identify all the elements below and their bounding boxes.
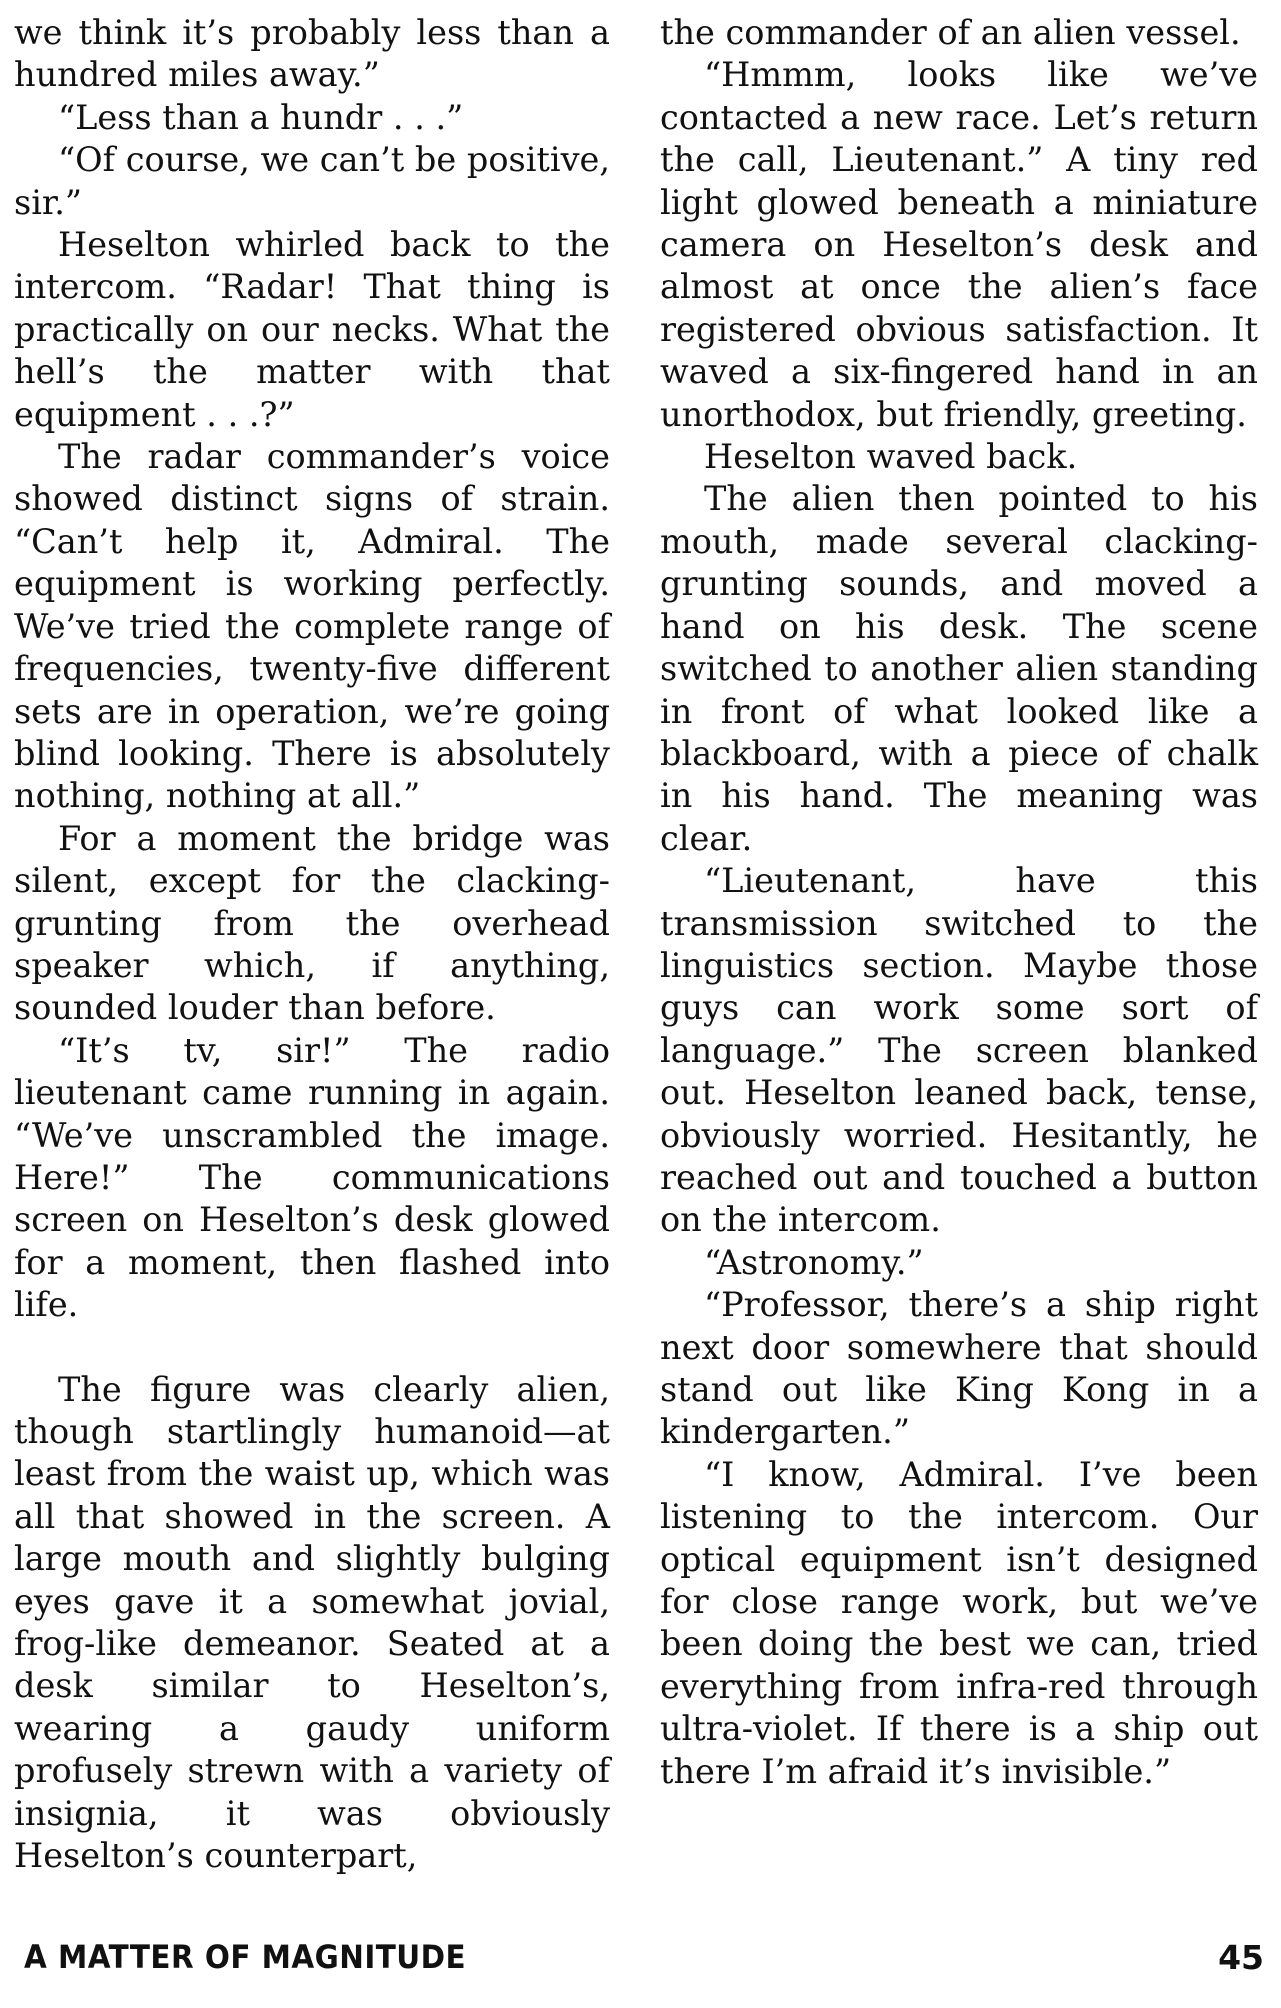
paragraph: The figure was clearly alien, though startlingly humanoid—at least from the waist up, which was all that showed in the screen. A large mouth and slightly bulging eyes gave it a somewhat jovial, frog-like demeanor. Seated at a desk similar to Heselton’s, wearing a gaudy uniform profusely strewn with a variety of insignia, it was obviously Heselton’s counterpart, [14,1369,610,1876]
paragraph: “I know, Admiral. I’ve been listening to the intercom. Our optical equipment isn’t designed for close range work, but we’ve been doing the best we can, tried everything from infra-red through ultra-violet. If there is a ship out there I’m afraid it’s invisible.” [660,1454,1258,1791]
paragraph: we think it’s probably less than a hundred miles away.” [14,13,610,95]
page-number: 45 [1218,1938,1264,1977]
paragraph: Heselton whirled back to the intercom. “Radar! That thing is practically on our necks. What the hell’s the matter with that equipment . . .?” [14,225,610,434]
left-text-column [14,12,610,1877]
paragraph: “Lieutenant, have this transmission switched to the linguistics section. Maybe those guys can work some sort of language.” The screen blanked out. Heselton leaned back, tense, obviously worried. Hesitantly, he reached out and touched a button on the intercom. [660,861,1258,1240]
page-footer [24,1938,1264,1982]
paragraph: The radar commander’s voice showed distinct signs of strain. “Can’t help it, Admiral. The equipment is working perfectly. We’ve tried the complete range of frequencies, twenty-five different sets are in operation, we’re going blind looking. There is absolutely nothing, nothing at all.” [14,437,610,816]
paragraph: The alien then pointed to his mouth, made several clacking-grunting sounds, and moved a hand on his desk. The scene switched to another alien standing in front of what looked like a blackboard, with a piece of chalk in his hand. The meaning was clear. [660,479,1258,858]
paragraph: “Less than a hundr . . .” [58,97,464,137]
paragraph: the commander of an alien vessel. [660,13,1241,52]
paragraph: “Of course, we can’t be positive, sir.” [14,140,610,222]
paragraph: “Professor, there’s a ship right next door somewhere that should stand out like King Kong in a kindergarten.” [660,1285,1258,1452]
paragraph: “Hmmm, looks like we’ve contacted a new race. Let’s return the call, Lieutenant.” A tiny red light glowed beneath a miniature camera on Heselton’s desk and almost at once the alien’s face registered obvious satisfaction. It waved a six-fingered hand in an unorthodox, but friendly, greeting. [660,55,1258,434]
paragraph: “Astronomy.” [704,1242,924,1282]
paragraph: For a moment the bridge was silent, except for the clacking-grunting from the overhead speaker which, if anything, sounded louder than before. [14,818,610,1028]
right-text-column [660,12,1258,1793]
running-title: A MATTER OF MAGNITUDE [24,1938,467,1976]
paragraph: “It’s tv, sir!” The radio lieutenant came running in again. “We’ve unscrambled the image. Here!” The communications screen on Heselton’s desk glowed for a moment, then flashed into life. [14,1030,610,1325]
paragraph: Heselton waved back. [704,437,1078,477]
